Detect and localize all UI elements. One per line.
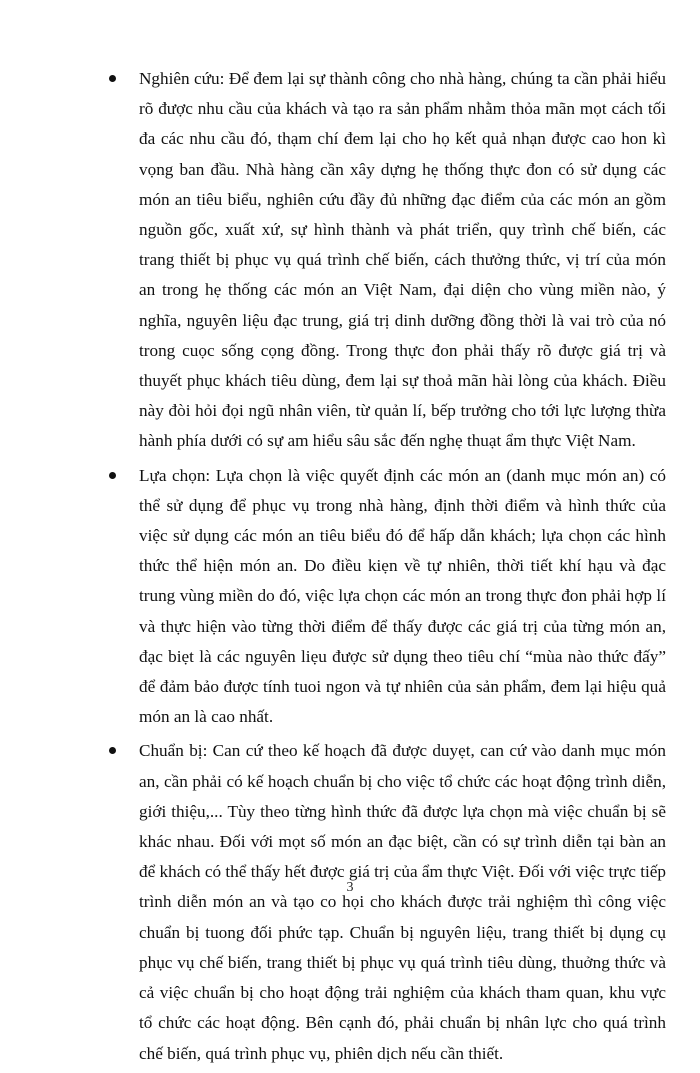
page-number: 3 <box>346 880 354 895</box>
bullet-list <box>106 64 666 1073</box>
bullet-dot-icon <box>109 472 116 479</box>
bullet-text-preparation: Chuẩn bị: Can cứ theo kế hoạch đã được duyẹt, can cứ vào danh mục món an, cần phải có kế hoạch chuẩn bị cho việc tổ chức các hoạt động trình diễn, giới thiệu,... Tùy theo từng hình thức đã được lựa chọn mà việc chuẩn bị sẽ khác nhau. Đối với mọt số món an đạc biệt, cần có sự trình diễn tại bàn an để khách có thể thấy hết được giá trị của ẩm thực Việt. Đối với việc trực tiếp trình diễn món an và tạo co họi cho khách được trải nghiệm thì công việc chuẩn bị tuong đối phức tạp. Chuẩn bị nguyên liệu, trang thiết bị dụng cụ phục vụ chế biến, trang thiết bị phục vụ quá trình tiêu dùng, thuởng thức và cả việc chuẩn bị cho hoạt động trải nghiệm của khách tham quan, khu vực tổ chức các hoạt động. Bên cạnh đó, phải chuẩn bị nhân lực cho quá trình chế biến, quá trình phục vụ, phiên dịch nếu cần thiết. <box>139 741 666 1063</box>
bullet-item-selection <box>106 461 666 733</box>
bullet-dot-icon <box>109 747 116 754</box>
bullet-dot-icon <box>109 75 116 82</box>
bullet-item-research <box>106 64 666 457</box>
bullet-item-preparation <box>106 736 666 1068</box>
bullet-text-research: Nghiên cứu: Để đem lại sự thành công cho nhà hàng, chúng ta cần phải hiểu rõ được nhu cầu của khách và tạo ra sản phẩm nhằm thỏa mãn mọt cách tối đa các nhu cầu đó, thạm chí đem lại cho họ kết quả nhạn được cao hon kì vọng ban đầu. Nhà hàng cần xây dựng hẹ thống thực đon có sử dụng các món an tiêu biểu, nghiên cứu đầy đủ những đạc điểm của các món an gồm nguồn gốc, xuất xứ, sự hình thành và phát triển, quy trình chế biến, các trang thiết bị phục vụ quá trình chế biến, cách thưởng thức, vị trí của món an trong hẹ thống các món an Việt Nam, đại diện cho vùng miền nào, ý nghĩa, nguyên liệu đạc trung, giá trị dinh dưỡng đồng thời là vai trò của nó trong cuọc sống cọng đồng. Trong thực đon phải thấy rõ được giá trị và thuyết phục khách tiêu dùng, đem lại sự thoả mãn hài lòng của khách. Điều này đòi hỏi đọi ngũ nhân viên, từ quản lí, bếp trưởng cho tới lực lượng thừa hành phía dưới có sự am hiểu sâu sắc đến nghẹ thuạt ẩm thực Việt Nam. <box>139 69 666 451</box>
bullet-text-selection: Lựa chọn: Lựa chọn là việc quyết định các món an (danh mục món an) có thể sử dụng để phục vụ trong nhà hàng, định thời điểm và hình thức của việc sử dụng các món an tiêu biểu đó để hấp dẫn khách; lựa chọn các hình thức thể hiện món an. Do điều kiẹn về tự nhiên, thời tiết khí hạu và đạc trung vùng miền do đó, việc lựa chọn các món an trong thực đon phải hợp lí và thực hiện vào từng thời điểm để thấy được các giá trị của từng món an, đạc biẹt là các nguyên liẹu được sử dụng theo tiêu chí “mùa nào thức đấy” để đảm bảo được tính tuoi ngon và tự nhiên của sản phẩm, đem lại hiệu quả món an là cao nhất. <box>139 465 666 727</box>
